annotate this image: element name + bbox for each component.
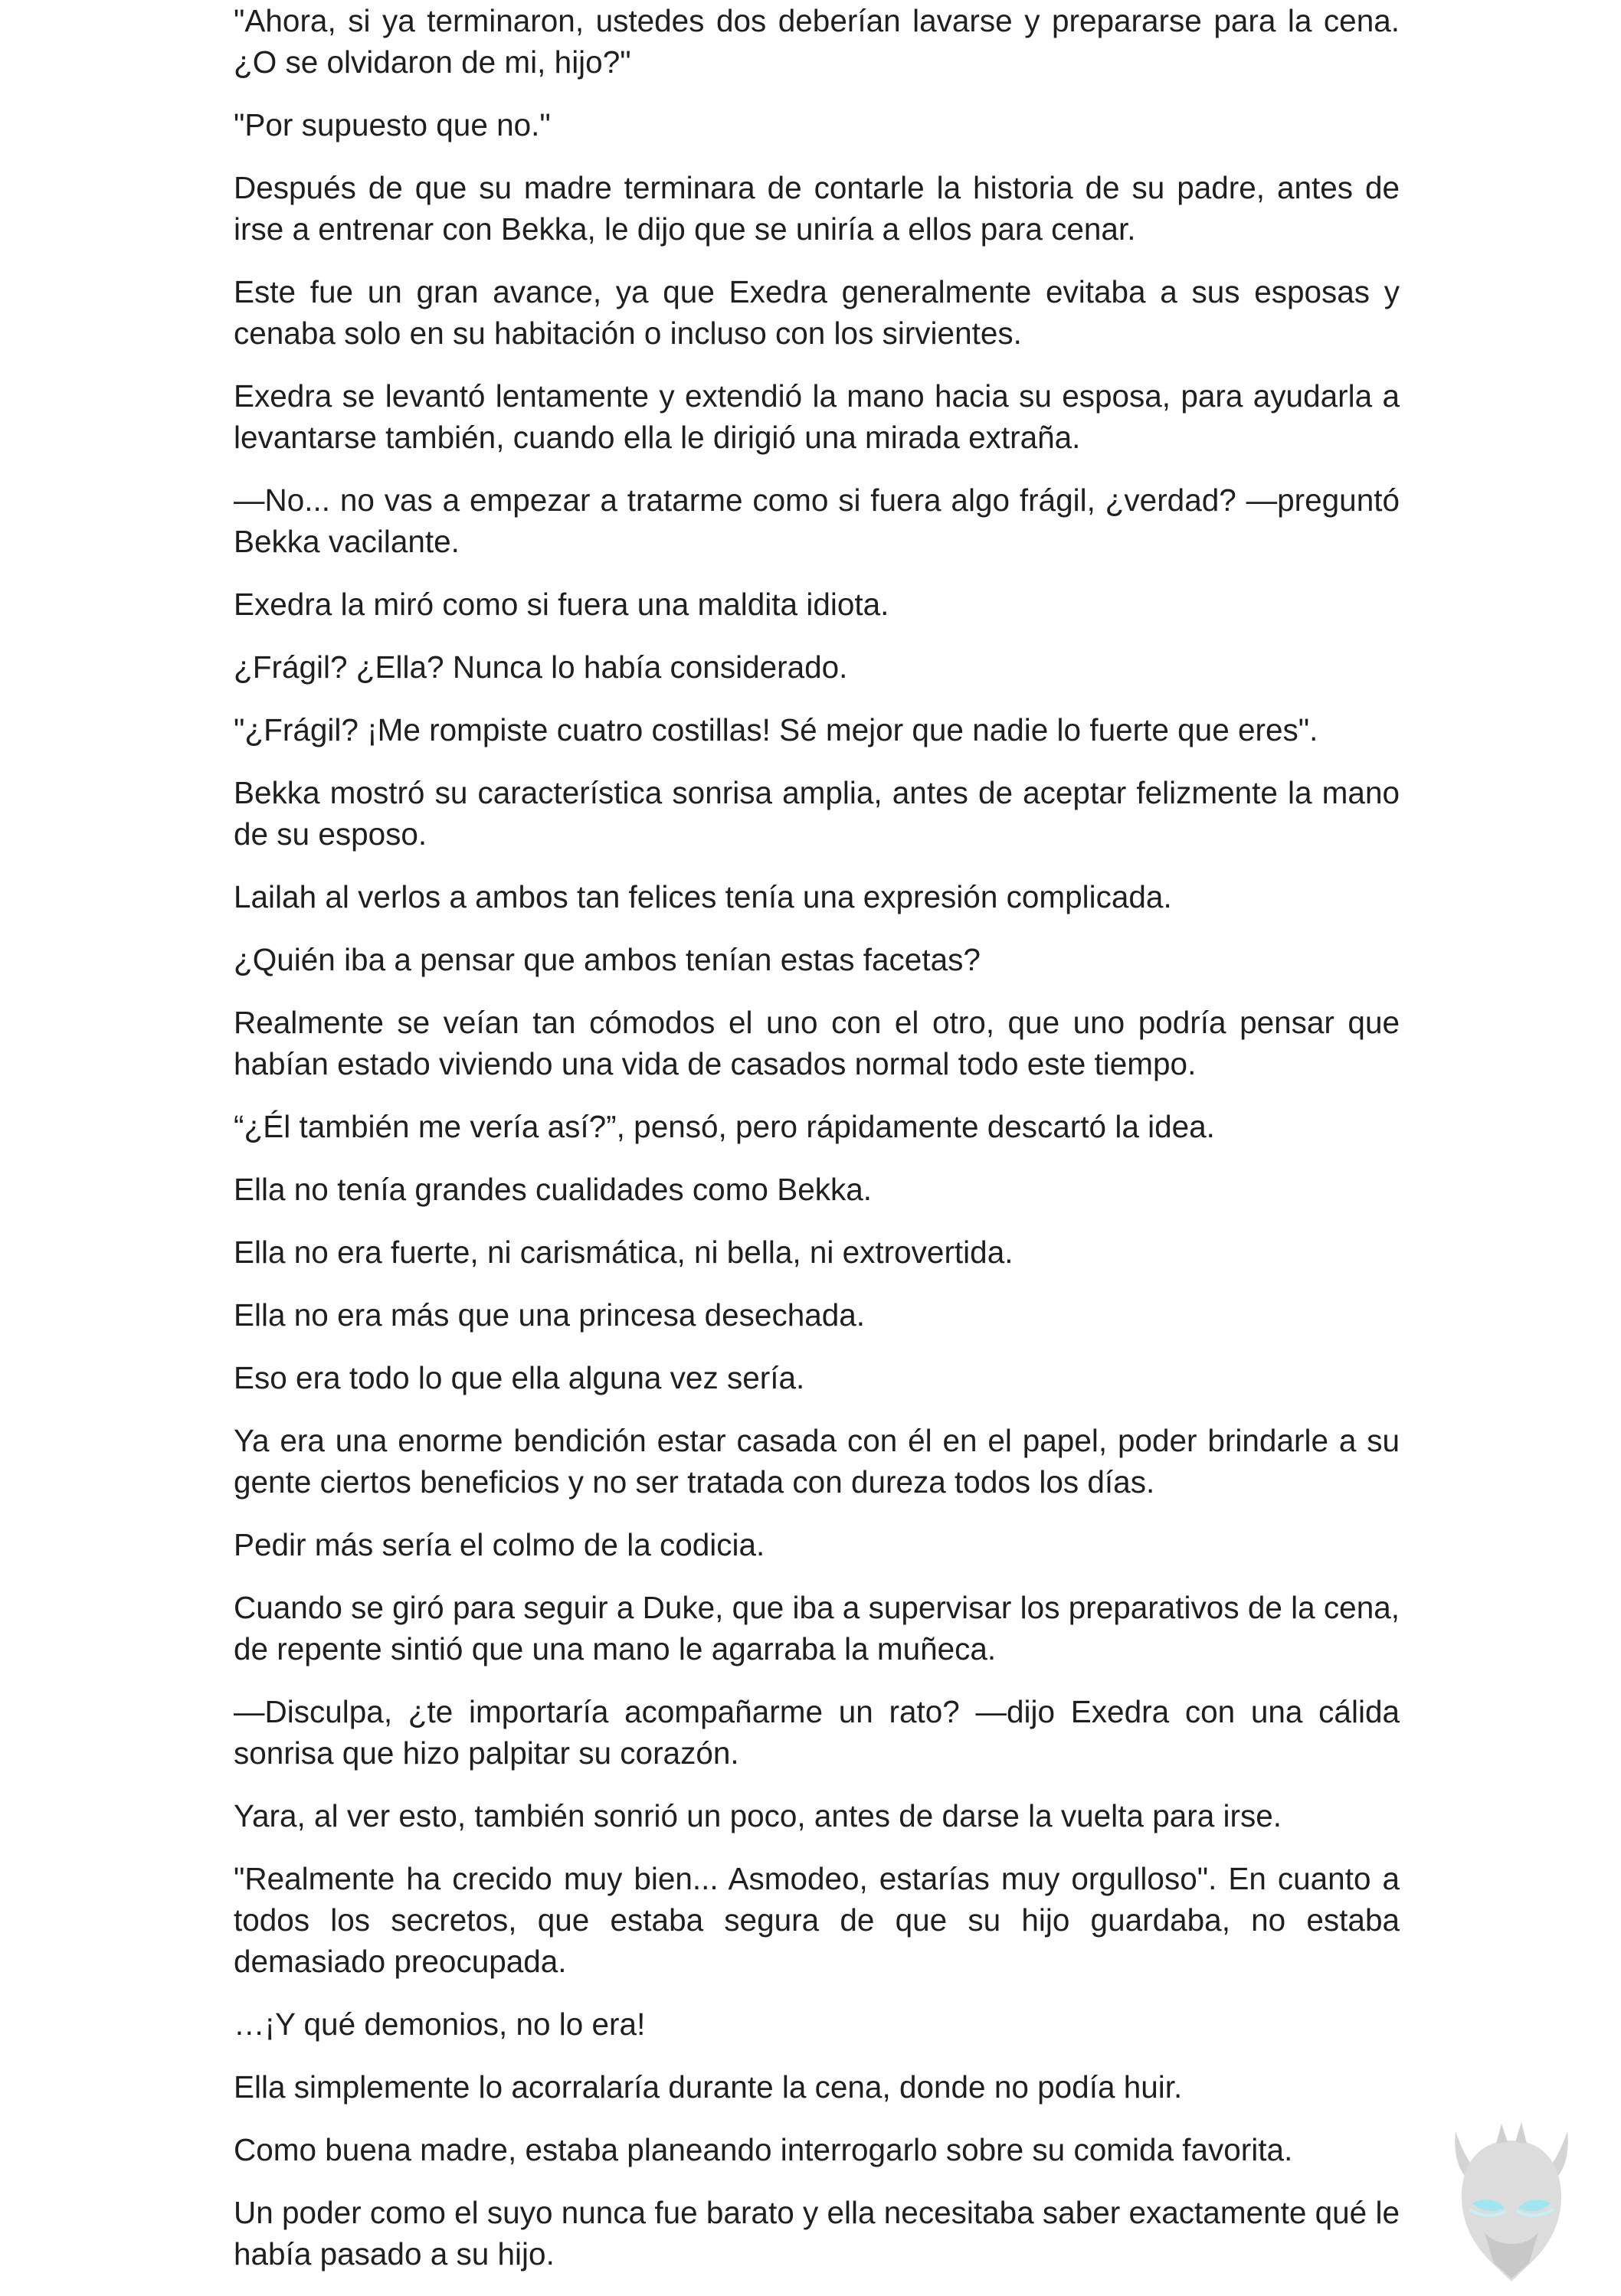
paragraph: Bekka mostró su característica sonrisa amplia, antes de aceptar felizmente la mano de su esposo. bbox=[234, 775, 1400, 852]
paragraph: Ella no era más que una princesa desechada. bbox=[234, 1297, 866, 1333]
paragraph: Este fue un gran avance, ya que Exedra generalmente evitaba a sus esposas y cenaba solo en su habitación o incluso con los sirvientes. bbox=[234, 274, 1400, 351]
demon-head-icon bbox=[1439, 2118, 1584, 2286]
paragraph: Yara, al ver esto, también sonrió un poco, antes de darse la vuelta para irse. bbox=[234, 1798, 1282, 1833]
paragraph: ¿Quién iba a pensar que ambos tenían estas facetas? bbox=[234, 942, 981, 977]
paragraph: "Ahora, si ya terminaron, ustedes dos deberían lavarse y prepararse para la cena. ¿O se olvidaron de mi, hijo?" bbox=[234, 3, 1400, 80]
paragraph: Cuando se giró para seguir a Duke, que iba a supervisar los preparativos de la cena, de repente sintió que una mano le agarraba la muñeca. bbox=[234, 1590, 1400, 1666]
paragraph: Como buena madre, estaba planeando interrogarlo sobre su comida favorita. bbox=[234, 2132, 1293, 2167]
paragraph: Un poder como el suyo nunca fue barato y ella necesitaba saber exactamente qué le había pasado a su hijo. bbox=[234, 2195, 1400, 2271]
paragraph: "Por supuesto que no." bbox=[234, 107, 551, 142]
paragraph: Exedra se levantó lentamente y extendió la mano hacia su esposa, para ayudarla a levantarse también, cuando ella le dirigió una mirada extraña. bbox=[234, 378, 1400, 455]
document-body bbox=[234, 0, 1400, 2296]
paragraph: —Disculpa, ¿te importaría acompañarme un rato? —dijo Exedra con una cálida sonrisa que hizo palpitar su corazón. bbox=[234, 1694, 1400, 1771]
paragraph: “¿Él también me vería así?”, pensó, pero rápidamente descartó la idea. bbox=[234, 1109, 1215, 1144]
paragraph: "Realmente ha crecido muy bien... Asmodeo, estarías muy orgulloso". En cuanto a todos los secretos, que estaba segura de que su hijo guardaba, no estaba demasiado preocupada. bbox=[234, 1861, 1400, 1979]
paragraph: Después de que su madre terminara de contarle la historia de su padre, antes de irse a entrenar con Bekka, le dijo que se uniría a ellos para cenar. bbox=[234, 170, 1400, 247]
paragraph: Realmente se veían tan cómodos el uno con el otro, que uno podría pensar que habían estado viviendo una vida de casados normal todo este tiempo. bbox=[234, 1005, 1400, 1081]
paragraph: Lailah al verlos a ambos tan felices tenía una expresión complicada. bbox=[234, 879, 1172, 914]
paragraph: —No... no vas a empezar a tratarme como si fuera algo frágil, ¿verdad? —preguntó Bekka vacilante. bbox=[234, 482, 1400, 559]
paragraph: Pedir más sería el colmo de la codicia. bbox=[234, 1527, 765, 1562]
paragraph: Exedra la miró como si fuera una maldita idiota. bbox=[234, 587, 889, 622]
paragraph: …¡Y qué demonios, no lo era! bbox=[234, 2007, 646, 2042]
paragraph: "¿Frágil? ¡Me rompiste cuatro costillas! Sé mejor que nadie lo fuerte que eres". bbox=[234, 712, 1318, 747]
paragraph: Ella no era fuerte, ni carismática, ni bella, ni extrovertida. bbox=[234, 1235, 1014, 1270]
paragraph: Ya era una enorme bendición estar casada con él en el papel, poder brindarle a su gente ciertos beneficios y no ser tratada con dureza todos los días. bbox=[234, 1423, 1400, 1500]
paragraph: ¿Frágil? ¿Ella? Nunca lo había considerado. bbox=[234, 649, 848, 685]
paragraph: Eso era todo lo que ella alguna vez sería. bbox=[234, 1360, 805, 1395]
paragraph: Ella no tenía grandes cualidades como Bekka. bbox=[234, 1172, 873, 1207]
paragraph: Ella simplemente lo acorralaría durante la cena, donde no podía huir. bbox=[234, 2069, 1183, 2105]
